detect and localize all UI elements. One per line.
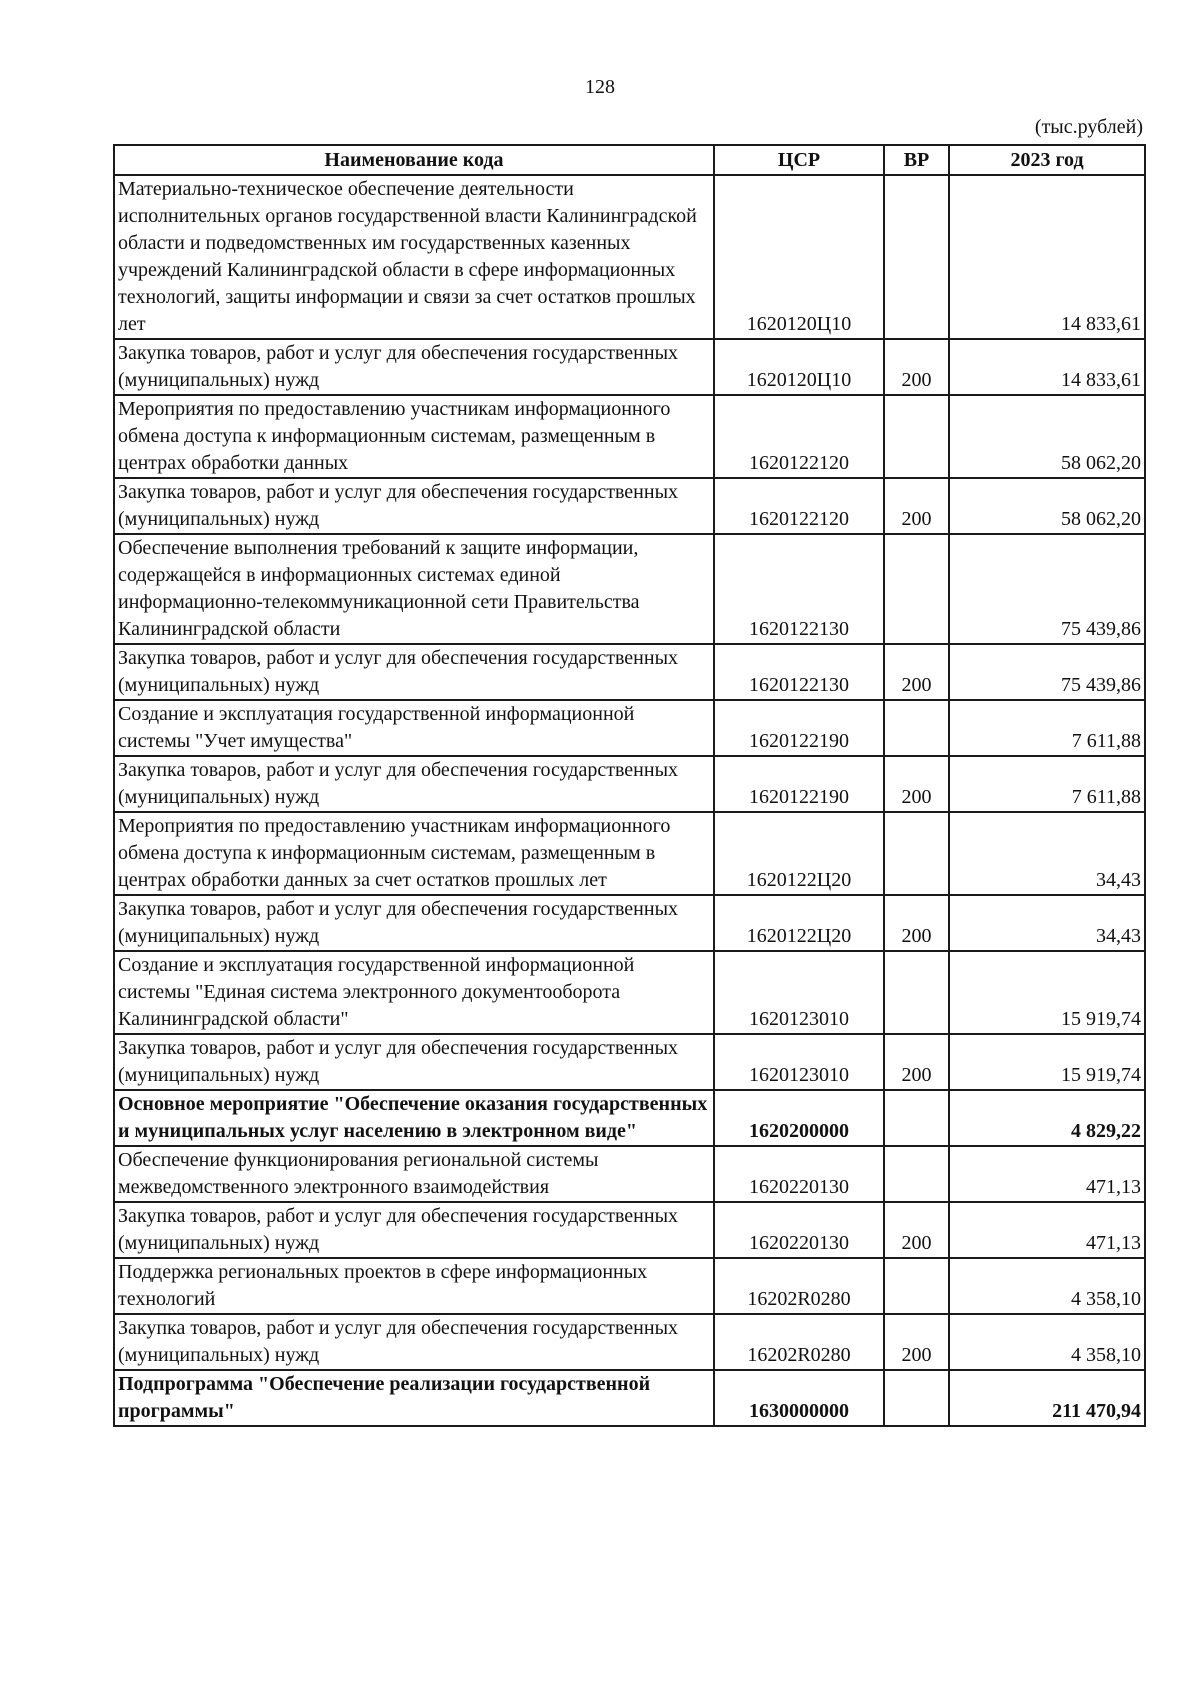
cell-vr bbox=[884, 1258, 949, 1314]
table-row bbox=[114, 395, 1145, 478]
cell-vr: 200 bbox=[884, 478, 949, 534]
cell-csr: 1620220130 bbox=[714, 1146, 884, 1202]
units-label: (тыс.рублей) bbox=[1034, 116, 1143, 138]
cell-csr: 1620120Ц10 bbox=[714, 175, 884, 339]
cell-vr: 200 bbox=[884, 1314, 949, 1370]
cell-vr bbox=[884, 700, 949, 756]
cell-name: Создание и эксплуатация государственной информационной системы "Учет имущества" bbox=[114, 700, 714, 756]
cell-sum: 75 439,86 bbox=[949, 534, 1145, 644]
cell-vr bbox=[884, 812, 949, 895]
cell-sum: 4 358,10 bbox=[949, 1258, 1145, 1314]
cell-name: Обеспечение функционирования региональной системы межведомственного электронного взаимодействия bbox=[114, 1146, 714, 1202]
cell-vr bbox=[884, 395, 949, 478]
table-row bbox=[114, 1370, 1145, 1426]
header-csr: ЦСР bbox=[714, 145, 884, 175]
cell-csr: 1620200000 bbox=[714, 1090, 884, 1146]
cell-name: Закупка товаров, работ и услуг для обеспечения государственных (муниципальных) нужд bbox=[114, 1034, 714, 1090]
cell-name: Создание и эксплуатация государственной информационной системы "Единая система электронного документооборота Калининградской области" bbox=[114, 951, 714, 1034]
cell-csr: 1620122190 bbox=[714, 700, 884, 756]
cell-name: Закупка товаров, работ и услуг для обеспечения государственных (муниципальных) нужд bbox=[114, 756, 714, 812]
cell-sum: 75 439,86 bbox=[949, 644, 1145, 700]
table-row bbox=[114, 175, 1145, 339]
cell-csr: 16202R0280 bbox=[714, 1314, 884, 1370]
table-row bbox=[114, 339, 1145, 395]
cell-name: Закупка товаров, работ и услуг для обеспечения государственных (муниципальных) нужд bbox=[114, 1314, 714, 1370]
cell-sum: 34,43 bbox=[949, 812, 1145, 895]
table-row bbox=[114, 951, 1145, 1034]
cell-sum: 58 062,20 bbox=[949, 478, 1145, 534]
cell-sum: 14 833,61 bbox=[949, 339, 1145, 395]
cell-vr bbox=[884, 1370, 949, 1426]
cell-csr: 1620122190 bbox=[714, 756, 884, 812]
cell-csr: 1620122130 bbox=[714, 534, 884, 644]
header-sum: 2023 год bbox=[949, 145, 1145, 175]
table-row bbox=[114, 756, 1145, 812]
cell-vr: 200 bbox=[884, 339, 949, 395]
cell-name: Поддержка региональных проектов в сфере информационных технологий bbox=[114, 1258, 714, 1314]
cell-name: Закупка товаров, работ и услуг для обеспечения государственных (муниципальных) нужд bbox=[114, 644, 714, 700]
cell-sum: 7 611,88 bbox=[949, 700, 1145, 756]
page-number: 128 bbox=[585, 76, 615, 98]
table-row bbox=[114, 644, 1145, 700]
header-vr: ВР bbox=[884, 145, 949, 175]
cell-csr: 1620220130 bbox=[714, 1202, 884, 1258]
cell-name: Обеспечение выполнения требований к защите информации, содержащейся в информационных системах единой информационно-телекоммуникационной сети Правительства Калининградской области bbox=[114, 534, 714, 644]
cell-csr: 1620122130 bbox=[714, 644, 884, 700]
table-row bbox=[114, 812, 1145, 895]
cell-vr bbox=[884, 1146, 949, 1202]
table-row bbox=[114, 478, 1145, 534]
cell-csr: 1620122Ц20 bbox=[714, 812, 884, 895]
cell-vr bbox=[884, 175, 949, 339]
cell-name: Основное мероприятие "Обеспечение оказания государственных и муниципальных услуг населению в электронном виде" bbox=[114, 1090, 714, 1146]
table-row bbox=[114, 534, 1145, 644]
header-name: Наименование кода bbox=[114, 145, 714, 175]
cell-csr: 16202R0280 bbox=[714, 1258, 884, 1314]
cell-vr bbox=[884, 951, 949, 1034]
cell-name: Мероприятия по предоставлению участникам информационного обмена доступа к информационным системам, размещенным в центрах обработки данных за счет остатков прошлых лет bbox=[114, 812, 714, 895]
cell-csr: 1620122120 bbox=[714, 478, 884, 534]
cell-sum: 7 611,88 bbox=[949, 756, 1145, 812]
cell-csr: 1620120Ц10 bbox=[714, 339, 884, 395]
table-row bbox=[114, 1314, 1145, 1370]
cell-sum: 471,13 bbox=[949, 1202, 1145, 1258]
cell-sum: 211 470,94 bbox=[949, 1370, 1145, 1426]
cell-csr: 1620122120 bbox=[714, 395, 884, 478]
table-row bbox=[114, 1034, 1145, 1090]
cell-sum: 4 358,10 bbox=[949, 1314, 1145, 1370]
cell-sum: 14 833,61 bbox=[949, 175, 1145, 339]
cell-name: Закупка товаров, работ и услуг для обеспечения государственных (муниципальных) нужд bbox=[114, 478, 714, 534]
cell-name: Материально-техническое обеспечение деятельности исполнительных органов государственной власти Калининградской области и подведомственных им государственных казенных учреждений Калининградской области в сфере информационных технологий, защиты информации и связи за счет остатков прошлых лет bbox=[114, 175, 714, 339]
cell-sum: 4 829,22 bbox=[949, 1090, 1145, 1146]
cell-vr bbox=[884, 1090, 949, 1146]
budget-table bbox=[113, 144, 1146, 1427]
cell-vr: 200 bbox=[884, 1202, 949, 1258]
cell-name: Подпрограмма "Обеспечение реализации государственной программы" bbox=[114, 1370, 714, 1426]
table-row bbox=[114, 700, 1145, 756]
cell-csr: 1620123010 bbox=[714, 951, 884, 1034]
cell-name: Мероприятия по предоставлению участникам информационного обмена доступа к информационным системам, размещенным в центрах обработки данных bbox=[114, 395, 714, 478]
cell-sum: 58 062,20 bbox=[949, 395, 1145, 478]
cell-sum: 34,43 bbox=[949, 895, 1145, 951]
cell-sum: 15 919,74 bbox=[949, 951, 1145, 1034]
table-row bbox=[114, 1258, 1145, 1314]
cell-name: Закупка товаров, работ и услуг для обеспечения государственных (муниципальных) нужд bbox=[114, 1202, 714, 1258]
table-header-row bbox=[114, 145, 1145, 175]
cell-vr: 200 bbox=[884, 756, 949, 812]
table-row bbox=[114, 1090, 1145, 1146]
cell-name: Закупка товаров, работ и услуг для обеспечения государственных (муниципальных) нужд bbox=[114, 895, 714, 951]
cell-vr bbox=[884, 534, 949, 644]
cell-csr: 1630000000 bbox=[714, 1370, 884, 1426]
cell-vr: 200 bbox=[884, 644, 949, 700]
cell-csr: 1620123010 bbox=[714, 1034, 884, 1090]
cell-vr: 200 bbox=[884, 895, 949, 951]
cell-name: Закупка товаров, работ и услуг для обеспечения государственных (муниципальных) нужд bbox=[114, 339, 714, 395]
cell-csr: 1620122Ц20 bbox=[714, 895, 884, 951]
cell-vr: 200 bbox=[884, 1034, 949, 1090]
table-row bbox=[114, 1146, 1145, 1202]
cell-sum: 15 919,74 bbox=[949, 1034, 1145, 1090]
table-row bbox=[114, 1202, 1145, 1258]
table-row bbox=[114, 895, 1145, 951]
cell-sum: 471,13 bbox=[949, 1146, 1145, 1202]
